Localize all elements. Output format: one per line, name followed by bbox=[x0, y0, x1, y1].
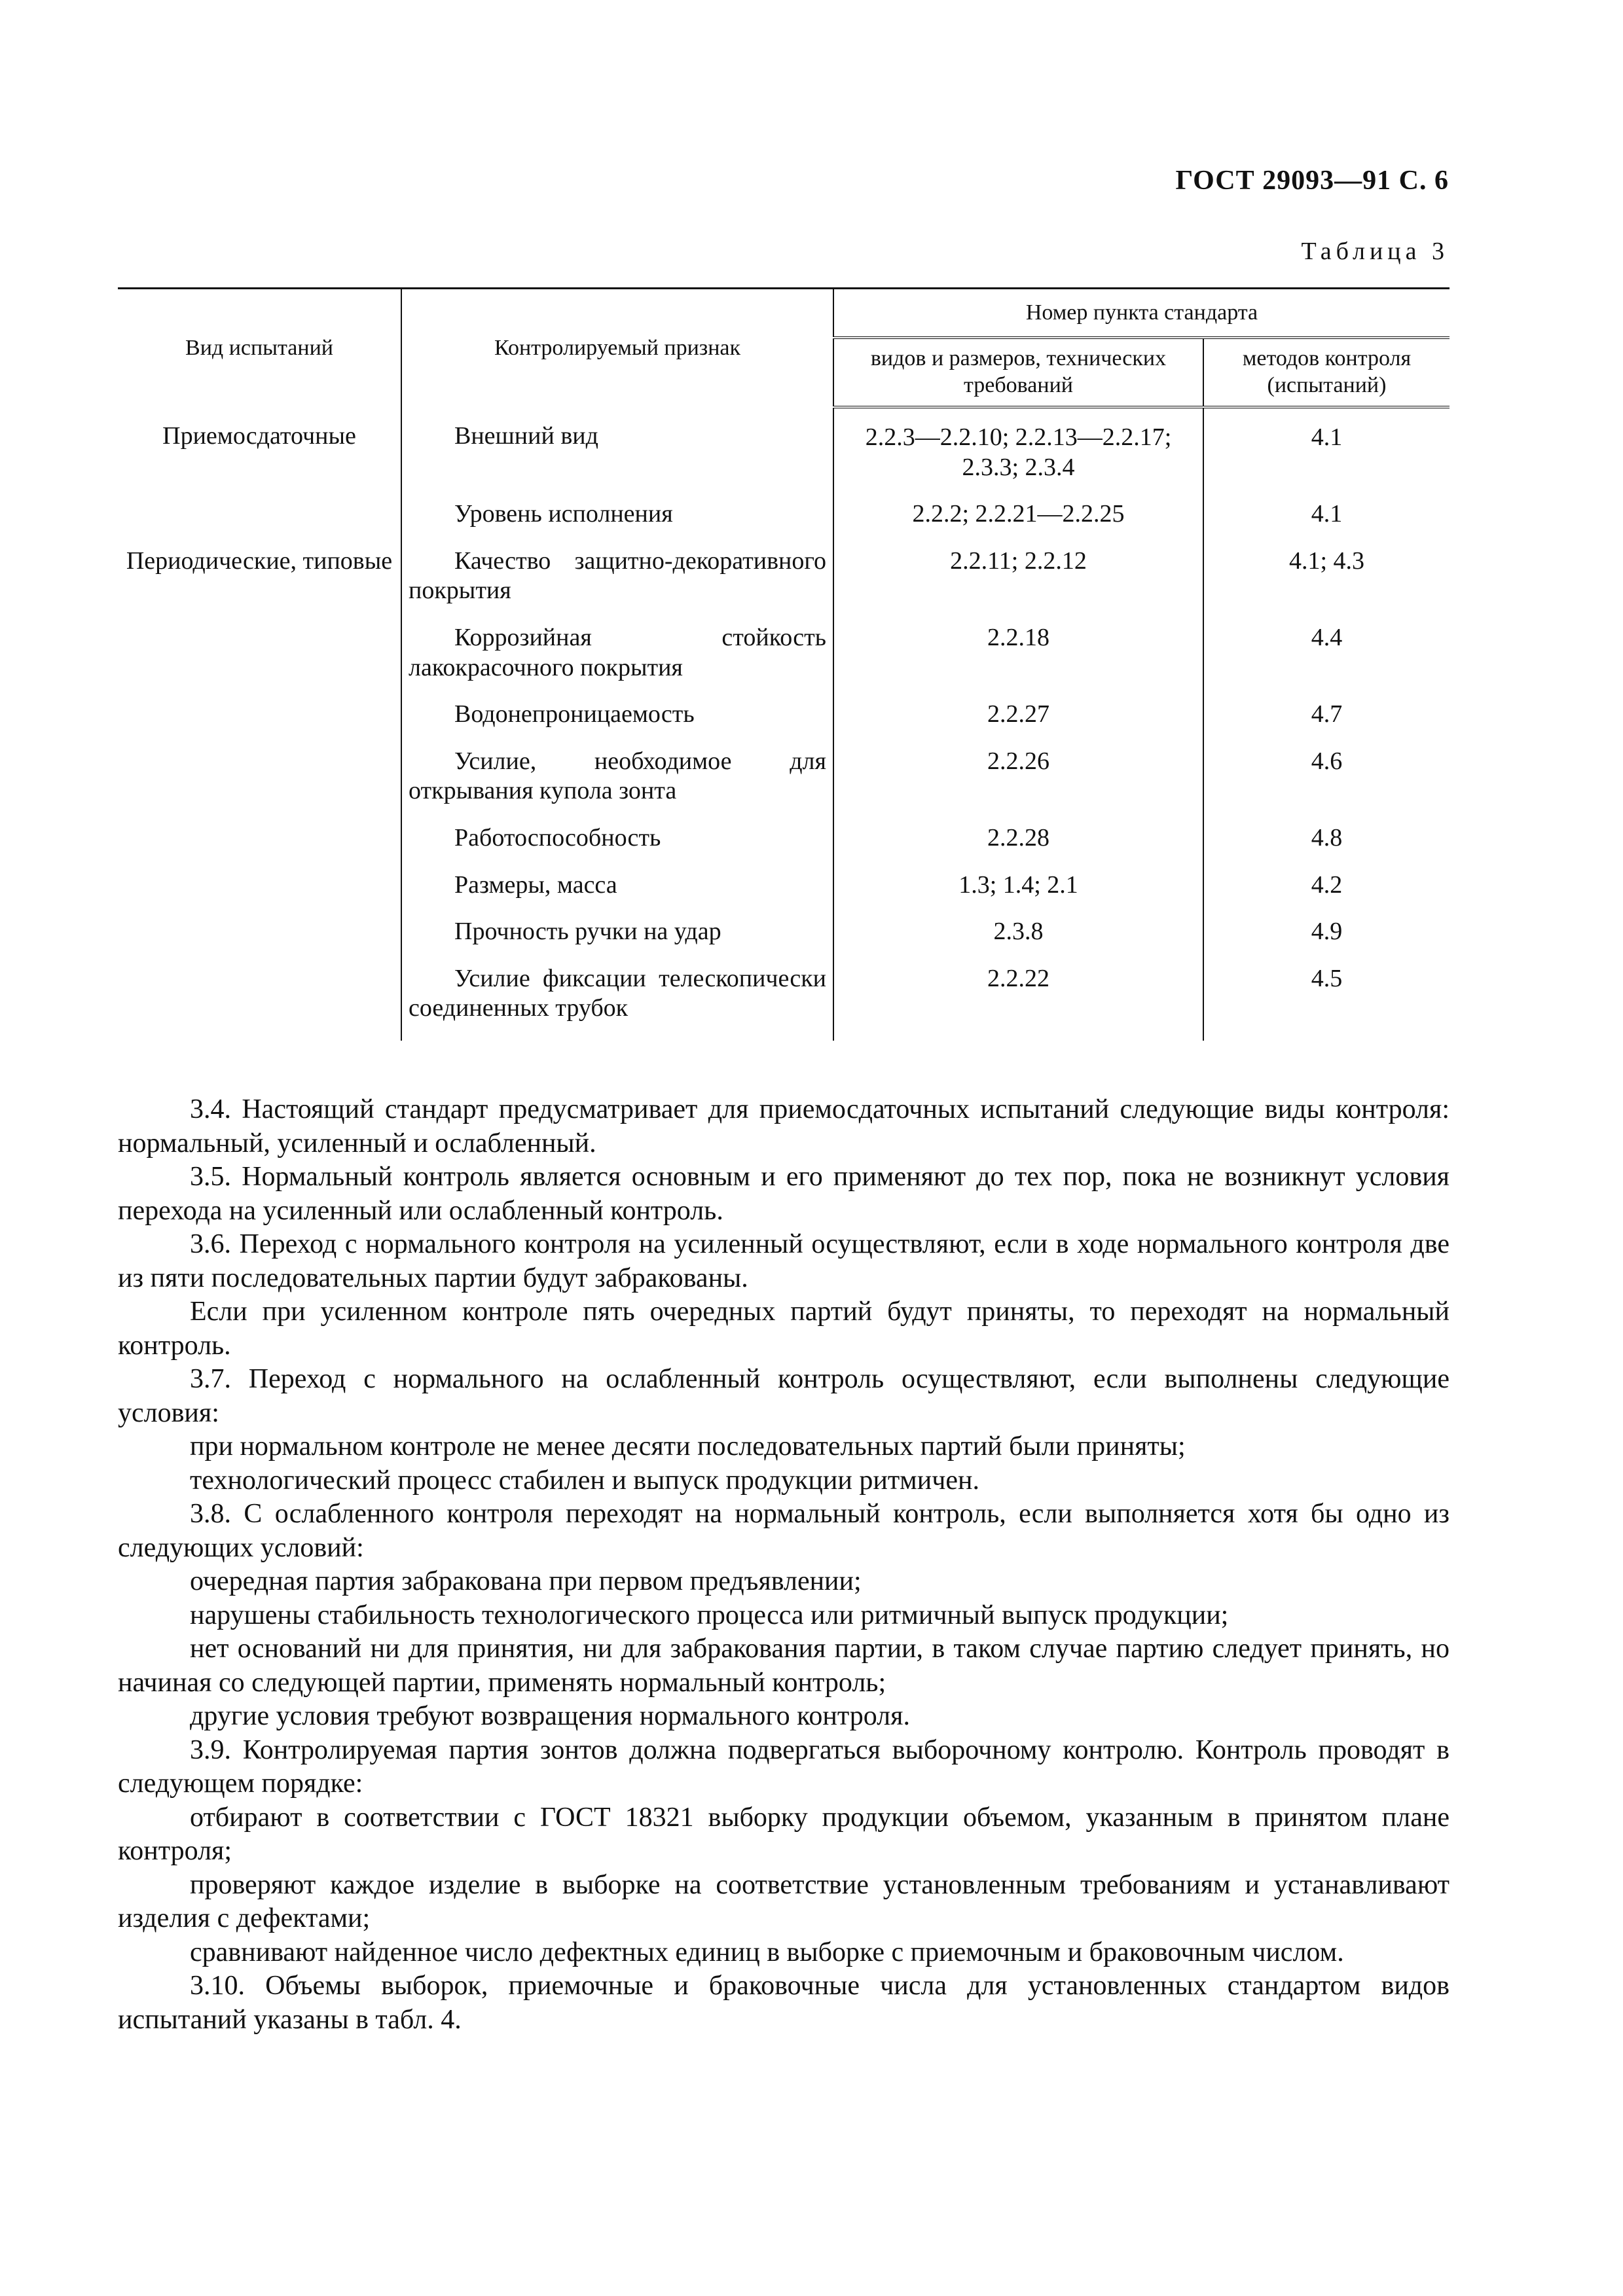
cell-methods: 4.1 bbox=[1311, 500, 1343, 528]
table-row bbox=[118, 823, 1450, 870]
cell-test-type bbox=[118, 870, 401, 918]
cell-test-type bbox=[118, 917, 401, 964]
table-row bbox=[118, 499, 1450, 547]
cell-feature: Усилие фиксации телескопически соединенных трубок bbox=[401, 964, 833, 1041]
cell-test-type: Приемосдаточные bbox=[118, 407, 401, 499]
cell-requirements: 2.2.28 bbox=[833, 823, 1203, 870]
cell-methods: 4.2 bbox=[1311, 870, 1343, 899]
paragraph: Если при усиленном контроле пять очередных партий будут приняты, то переходят на нормальный контроль. bbox=[118, 1297, 1450, 1361]
header-clause-group: Номер пункта стандарта bbox=[833, 289, 1450, 338]
paragraph-3-5: 3.5. Нормальный контроль является основным и его применяют до тех пор, пока не возникнут условия перехода на усиленный или ослабленный контроль. bbox=[118, 1162, 1450, 1226]
body-text bbox=[118, 1093, 1450, 2037]
inspection-table bbox=[118, 287, 1450, 1041]
cell-test-type bbox=[118, 499, 401, 547]
list-item: нет оснований ни для принятия, ни для забракования партии, в таком случае партию следует принять, но начиная со следующей партии, применять нормальный контроль; bbox=[118, 1634, 1450, 1698]
list-item: другие условия требуют возвращения нормального контроля. bbox=[190, 1701, 910, 1731]
cell-methods: 4.1 bbox=[1311, 423, 1343, 451]
cell-feature: Качество защитно-декоративного покрытия bbox=[401, 547, 833, 623]
cell-methods: 4.9 bbox=[1311, 918, 1343, 946]
cell-test-type bbox=[118, 700, 401, 747]
paragraph-3-4: 3.4. Настоящий стандарт предусматривает для приемосдаточных испытаний следующие виды контроля: нормальный, усиленный и ослабленный. bbox=[118, 1094, 1450, 1158]
cell-feature: Размеры, масса bbox=[401, 870, 833, 918]
cell-feature: Уровень исполнения bbox=[401, 499, 833, 547]
cell-test-type bbox=[118, 964, 401, 1041]
list-item: сравнивают найденное число дефектных единиц в выборке с приемочным и браковочным числом. bbox=[190, 1937, 1344, 1967]
cell-methods: 4.4 bbox=[1311, 623, 1343, 651]
header-clause-requirements: видов и размеров, технических требований bbox=[833, 338, 1203, 407]
table-row bbox=[118, 700, 1450, 747]
paragraph-3-10: 3.10. Объемы выборок, приемочные и браковочные числа для установленных стандартом видов испытаний указаны в табл. 4. bbox=[118, 1971, 1450, 2035]
cell-requirements: 2.3.8 bbox=[833, 917, 1203, 964]
cell-methods: 4.6 bbox=[1311, 747, 1343, 775]
cell-feature: Прочность ручки на удар bbox=[401, 917, 833, 964]
header-clause-methods: методов контроля (испытаний) bbox=[1203, 338, 1450, 407]
list-item: отбирают в соответствии с ГОСТ 18321 выборку продукции объемом, указанным в принятом плане контроля; bbox=[118, 1802, 1450, 1866]
paragraph-3-6: 3.6. Переход с нормального контроля на усиленный осуществляют, если в ходе нормального контроля две из пяти последовательных партии будут забракованы. bbox=[118, 1229, 1450, 1293]
cell-test-type bbox=[118, 823, 401, 870]
table-row bbox=[118, 964, 1450, 1041]
list-item: при нормальном контроле не менее десяти последовательных партий были приняты; bbox=[190, 1431, 1186, 1462]
cell-requirements: 1.3; 1.4; 2.1 bbox=[833, 870, 1203, 918]
cell-requirements: 2.2.26 bbox=[833, 747, 1203, 823]
paragraph-3-9: 3.9. Контролируемая партия зонтов должна подвергаться выборочному контролю. Контроль проводят в следующем порядке: bbox=[118, 1734, 1450, 1799]
cell-requirements: 2.2.3—2.2.10; 2.2.13—2.2.17; 2.3.3; 2.3.4 bbox=[833, 407, 1203, 499]
cell-test-type bbox=[118, 747, 401, 823]
cell-test-type: Периодические, типовые bbox=[118, 547, 401, 623]
page-header: ГОСТ 29093—91 С. 6 bbox=[1175, 166, 1449, 196]
table-row bbox=[118, 917, 1450, 964]
cell-methods: 4.1; 4.3 bbox=[1288, 547, 1365, 575]
cell-feature: Внешний вид bbox=[401, 407, 833, 499]
table-row bbox=[118, 747, 1450, 823]
paragraph-3-8: 3.8. С ослабленного контроля переходят на нормальный контроль, если выполняется хотя бы одно из следующих условий: bbox=[118, 1499, 1450, 1563]
cell-requirements: 2.2.18 bbox=[833, 623, 1203, 700]
table-row bbox=[118, 623, 1450, 700]
cell-methods: 4.5 bbox=[1311, 964, 1343, 992]
cell-requirements: 2.2.2; 2.2.21—2.2.25 bbox=[833, 499, 1203, 547]
cell-methods: 4.8 bbox=[1311, 823, 1343, 852]
cell-requirements: 2.2.27 bbox=[833, 700, 1203, 747]
cell-test-type bbox=[118, 623, 401, 700]
cell-feature: Усилие, необходимое для открывания купола зонта bbox=[401, 747, 833, 823]
cell-requirements: 2.2.11; 2.2.12 bbox=[833, 547, 1203, 623]
table-caption: Таблица 3 bbox=[1301, 238, 1449, 265]
paragraph-3-7: 3.7. Переход с нормального на ослабленный контроль осуществляют, если выполнены следующие условия: bbox=[118, 1364, 1450, 1428]
header-test-type: Вид испытаний bbox=[118, 289, 401, 408]
list-item: нарушены стабильность технологического процесса или ритмичный выпуск продукции; bbox=[190, 1600, 1229, 1630]
list-item: очередная партия забракована при первом предъявлении; bbox=[190, 1566, 862, 1596]
list-item: технологический процесс стабилен и выпуск продукции ритмичен. bbox=[190, 1465, 979, 1496]
cell-feature: Коррозийная стойкость лакокрасочного покрытия bbox=[401, 623, 833, 700]
cell-feature: Работоспособность bbox=[401, 823, 833, 870]
table-row bbox=[118, 547, 1450, 623]
table-row bbox=[118, 407, 1450, 499]
cell-methods: 4.7 bbox=[1311, 700, 1343, 728]
list-item: проверяют каждое изделие в выборке на соответствие установленным требованиям и устанавливают изделия с дефектами; bbox=[118, 1869, 1450, 1933]
cell-feature: Водонепроницаемость bbox=[401, 700, 833, 747]
table-row bbox=[118, 870, 1450, 918]
header-feature: Контролируемый признак bbox=[401, 289, 833, 408]
cell-requirements: 2.2.22 bbox=[833, 964, 1203, 1041]
